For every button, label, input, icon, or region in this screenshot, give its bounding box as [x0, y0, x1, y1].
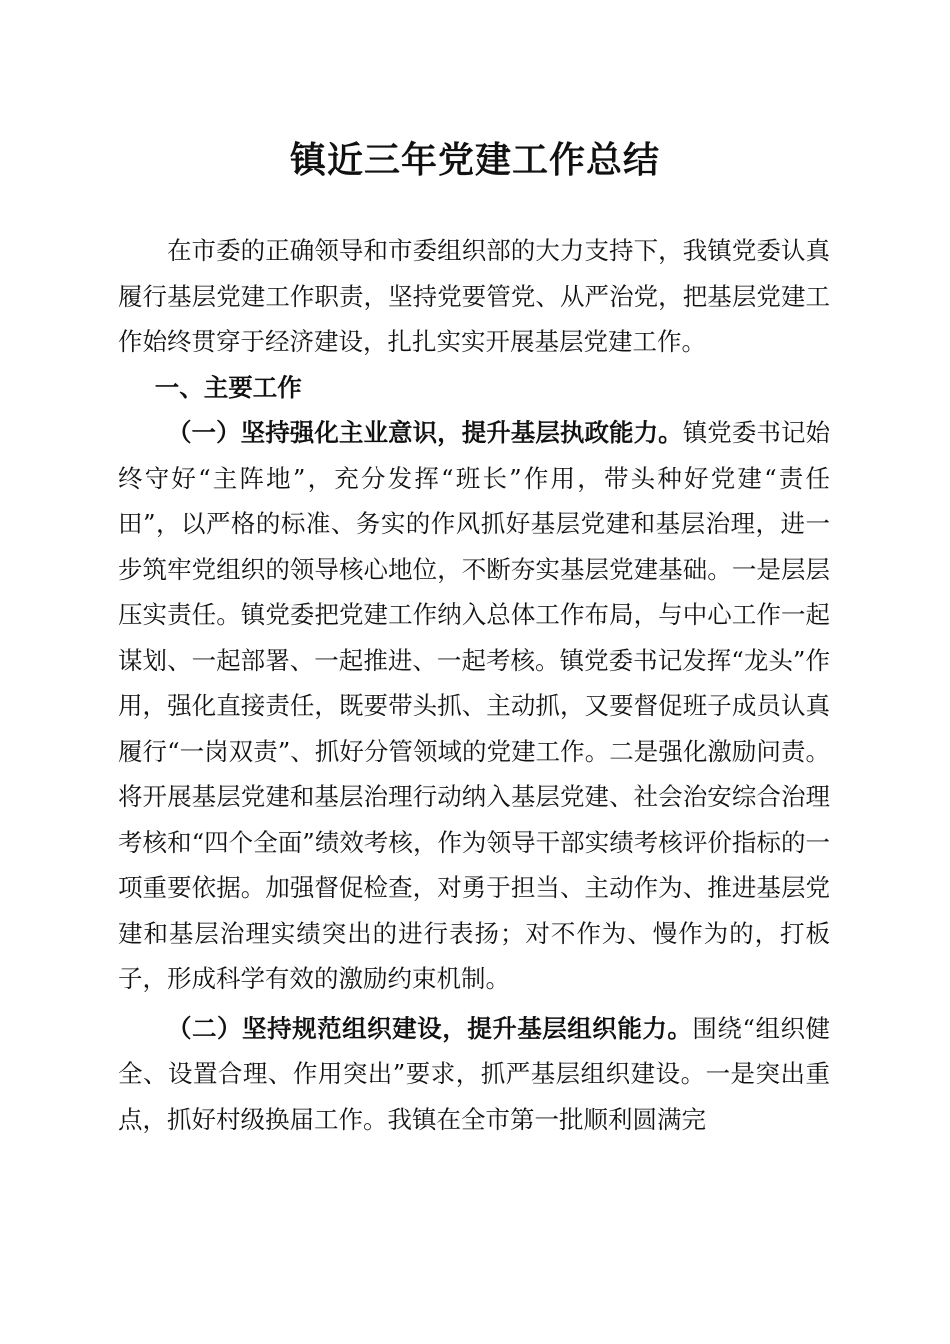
- paragraph-1-text: 镇党委书记始终守好“主阵地”，充分发挥“班长”作用，带头种好党建“责任田”，以严格的标准、务实的作风抓好基层党建和基层治理，进一步筑牢党组织的领导核心地位，不断夯实基层党建基础。一是层层压实责任。镇党委把党建工作纳入总体工作布局，与中心工作一起谋划、一起部署、一起推进、一起考核。镇党委书记发挥“龙头”作用，强化直接责任，既要带头抓、主动抓，又要督促班子成员认真履行“一岗双责”、抓好分管领域的党建工作。二是强化激励问责。将开展基层党建和基层治理行动纳入基层党建、社会治安综合治理考核和“四个全面”绩效考核，作为领导干部实绩考核评价指标的一项重要依据。加强督促检查，对勇于担当、主动作为、推进基层党建和基层治理实绩突出的进行表扬；对不作为、慢作为的，打板子，形成科学有效的激励约束机制。: [118, 418, 831, 993]
- intro-paragraph: 在市委的正确领导和市委组织部的大力支持下，我镇党委认真履行基层党建工作职责，坚持党要管党、从严治党，把基层党建工作始终贯穿于经济建设，扎扎实实开展基层党建工作。: [118, 236, 830, 356]
- paragraph-2-text: 围绕“组织健全、设置合理、作用突出”要求，抓严基层组织建设。一是突出重点，抓好村级换届工作。我镇在全市第一批顺利圆满完: [118, 1013, 831, 1134]
- paragraph-1-lead: （一）坚持强化主业意识，提升基层执政能力。: [167, 418, 683, 447]
- section-heading: 一、主要工作: [154, 372, 302, 402]
- paragraph-1: [118, 410, 830, 1002]
- paragraph-2: [118, 1006, 830, 1143]
- document-body: [118, 228, 830, 1142]
- document-title: 镇近三年党建工作总结: [289, 139, 660, 181]
- paragraph-2-lead: （二）坚持规范组织建设，提升基层组织能力。: [167, 1013, 693, 1043]
